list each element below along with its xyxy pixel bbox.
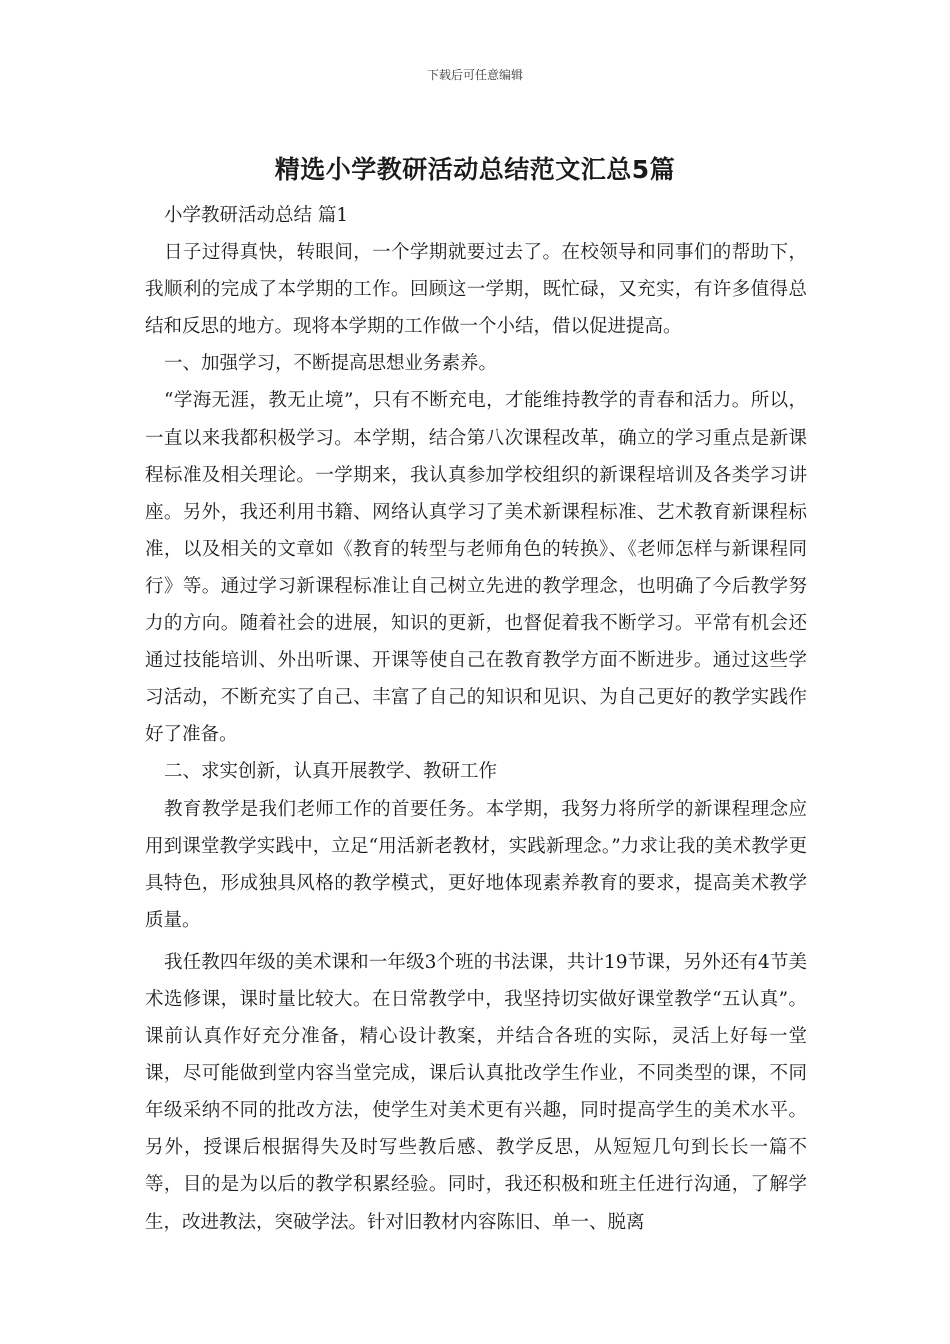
paragraph: 我任教四年级的美术课和一年级3个班的书法课，共计19节课，另外还有4节美术选修课，课时量比较大。在日常教学中，我坚持切实做好课堂教学“五认真”。课前认真作好充分准备，精心设计教案，并结合各班的实际，灵活上好每一堂课，尽可能做到堂内容当堂完成，课后认真批改学生作业，不同类型的课，不同年级采纳不同的批改方法，使学生对美术更有兴趣，同时提高学生的美术水平。另外，授课后根据得失及时写些教后感、教学反思，从短短几句到长长一篇不等，目的是为以后的教学积累经验。同时，我还积极和班主任进行沟通，了解学生，改进教法，突破学法。针对旧教材内容陈旧、单一、脱离	[145, 951, 807, 1233]
paragraph: 日子过得真快，转眼间，一个学期就要过去了。在校领导和同事们的帮助下，我顺利的完成了本学期的工作。回顾这一学期，既忙碌，又充实，有许多值得总结和反思的地方。现将本学期的工作做一个小结，借以促进提高。	[145, 242, 807, 338]
header-note: 下载后可任意编辑	[426, 68, 523, 82]
paragraph: “学海无涯，教无止境”，只有不断充电，才能维持教学的青春和活力。所以，一直以来我都积极学习。本学期，结合第八次课程改革，确立的学习重点是新课程标准及相关理论。一学期来，我认真参加学校组织的新课程培训及各类学习讲座。另外，我还利用书籍、网络认真学习了美术新课程标准、艺术教育新课程标准，以及相关的文章如《教育的转型与老师角色的转换》、《老师怎样与新课程同行》等。通过学习新课程标准让自己树立先进的教学理念，也明确了今后教学努力的方向。随着社会的进展，知识的更新，也督促着我不断学习。平常有机会还通过技能培训、外出听课、开课等使自己在教育教学方面不断进步。通过这些学习活动，不断充实了自己、丰富了自己的知识和见识、为自己更好的教学实践作好了准备。	[145, 390, 807, 746]
section-heading: 二、求实创新，认真开展教学、教研工作	[164, 761, 498, 783]
section-heading: 小学教研活动总结 篇1	[164, 205, 349, 226]
document-body	[145, 197, 807, 1241]
paragraph: 教育教学是我们老师工作的首要任务。本学期，我努力将所学的新课程理念应用到课堂教学实践中，立足“用活新老教材，实践新理念。”力求让我的美术教学更具特色，形成独具风格的教学模式，更好地体现素养教育的要求，提高美术教学质量。	[145, 798, 807, 931]
section-heading: 一、加强学习，不断提高思想业务素养。	[164, 353, 498, 375]
document-title: 精选小学教研活动总结范文汇总5篇	[274, 155, 676, 184]
